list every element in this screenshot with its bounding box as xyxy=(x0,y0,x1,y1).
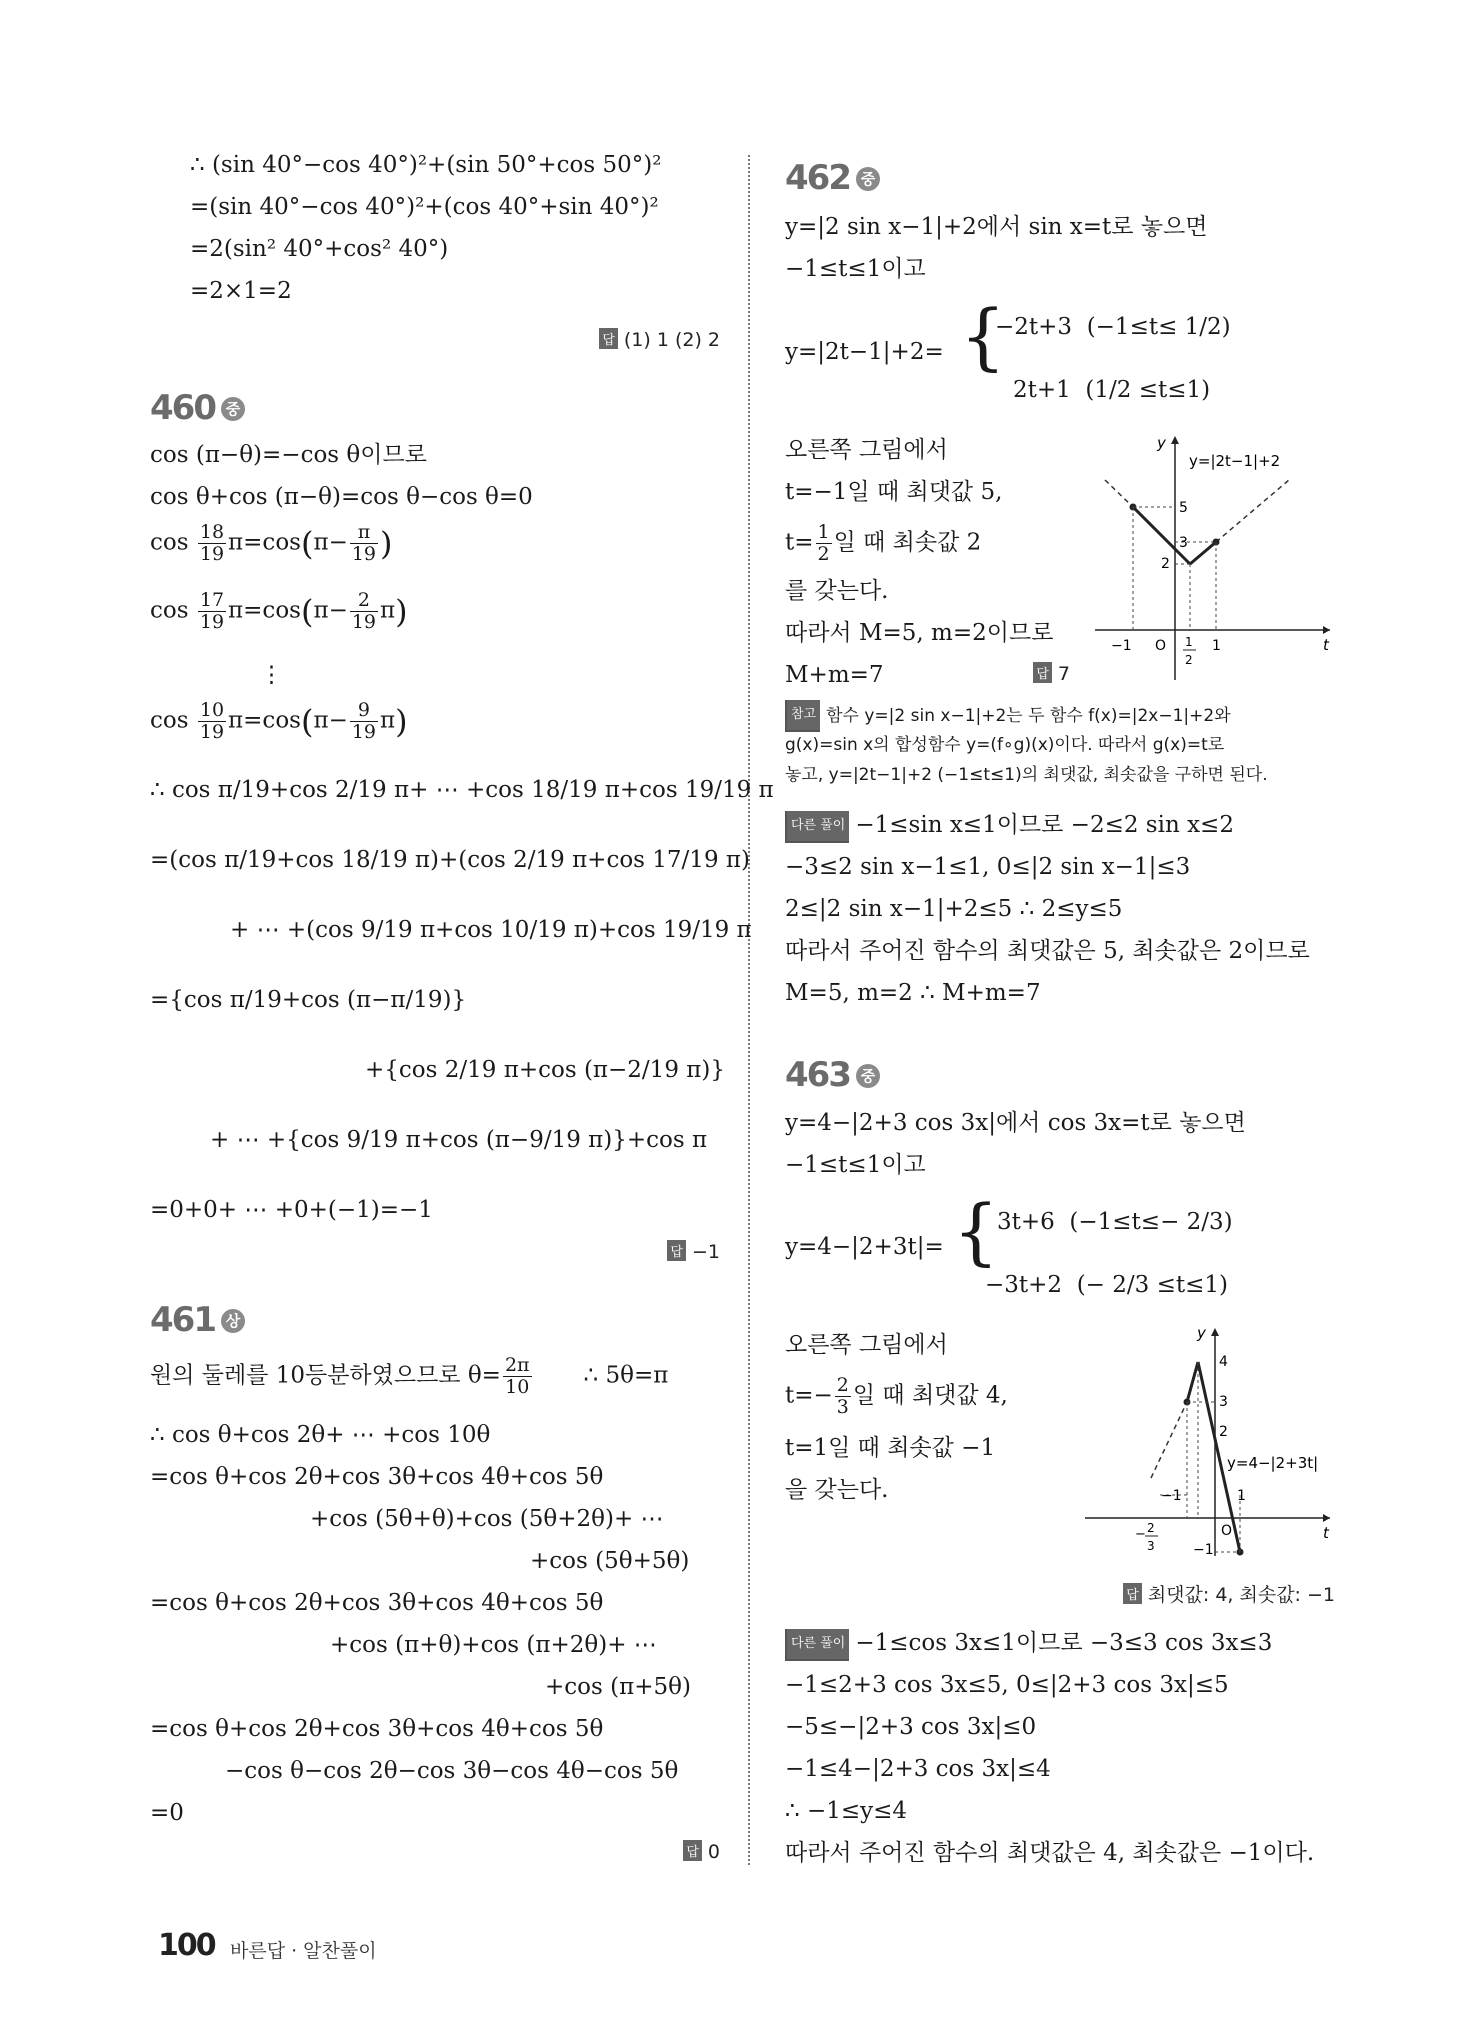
alt-line: M=5, m=2 ∴ M+m=7 xyxy=(785,980,1041,1006)
math-line: + ⋯ +{cos 9/19 π+cos (π−9/19 π)}+cos π xyxy=(210,1127,708,1153)
answer xyxy=(667,1240,720,1263)
math-line: +cos (π+θ)+cos (π+2θ)+ ⋯ xyxy=(330,1632,657,1658)
tick-label: 3 xyxy=(1147,1539,1155,1553)
text-line: 따라서 M=5, m=2이므로 xyxy=(785,620,1054,646)
dashed-ext-right xyxy=(1216,480,1289,542)
alt-tag: 다른 풀이 xyxy=(785,811,849,843)
alt-line: ∴ −1≤y≤4 xyxy=(785,1798,908,1824)
math-line: =cos θ+cos 2θ+cos 3θ+cos 4θ+cos 5θ xyxy=(150,1464,604,1490)
tick-label: −1 xyxy=(1161,1488,1182,1504)
alt-line: −1≤4−|2+3 cos 3x|≤4 xyxy=(785,1756,1051,1782)
math-line: =0 xyxy=(150,1800,184,1826)
tick-label: −1 xyxy=(1193,1542,1214,1558)
math-line: cos (π−θ)=−cos θ이므로 xyxy=(150,442,427,468)
origin-label: O xyxy=(1155,638,1167,654)
math-line: cos $\frac{10}{19}$ π=cos(π− $\frac{9}{19}$ π) xyxy=(150,699,408,743)
level-badge: 중 xyxy=(221,397,245,421)
note: 참고 함수 y=|2 sin x−1|+2는 두 함수 f(x)=|2x−1|+2와 xyxy=(785,700,1231,732)
footer-title: 바른답 · 알찬풀이 xyxy=(230,1940,377,1962)
alt-line: −1≤2+3 cos 3x≤5, 0≤|2+3 cos 3x|≤5 xyxy=(785,1672,1229,1698)
math-line: ={cos π/19+cos (π−π/19)} xyxy=(150,987,467,1013)
graph-463 xyxy=(1085,1320,1335,1560)
x-label: t xyxy=(1323,636,1329,654)
tick-label: 4 xyxy=(1219,1354,1228,1370)
problem-number-463 xyxy=(785,1055,880,1095)
y-axis-arrow xyxy=(1171,436,1179,444)
math-line: =cos θ+cos 2θ+cos 3θ+cos 4θ+cos 5θ xyxy=(150,1590,604,1616)
math-line: −1≤t≤1이고 xyxy=(785,256,926,282)
brace: { xyxy=(953,1189,999,1273)
alt-tag: 다른 풀이 xyxy=(785,1629,849,1661)
math-line: +{cos 2/19 π+cos (π−2/19 π)} xyxy=(365,1057,725,1083)
tick-label: 1 xyxy=(1212,638,1221,654)
page-number: 100 xyxy=(158,1928,215,1963)
tick-label: 2 xyxy=(1219,1424,1228,1440)
answer xyxy=(683,1840,720,1863)
tick-label: − xyxy=(1135,1527,1146,1542)
alt-line: 2≤|2 sin x−1|+2≤5 ∴ 2≤y≤5 xyxy=(785,896,1123,922)
answer-value: 최댓값: 4, 최솟값: −1 xyxy=(1147,1584,1335,1606)
problem-number: 461 xyxy=(150,1300,215,1340)
text-line: 를 갖는다. xyxy=(785,578,889,604)
answer-value: 0 xyxy=(707,1841,720,1863)
tick-label: 2 xyxy=(1185,653,1193,667)
text-line: t=− $\frac{2}{3}$ 일 때 최댓값 4, xyxy=(785,1374,1008,1418)
math-line: cos $\frac{18}{19}$ π=cos(π− $\frac{\pi}{19}$ ) xyxy=(150,521,393,565)
problem-number-460 xyxy=(150,388,245,428)
column-divider xyxy=(748,155,750,1865)
alt-line: −3≤2 sin x−1≤1, 0≤|2 sin x−1|≤3 xyxy=(785,854,1191,880)
tick-label: 3 xyxy=(1179,535,1188,551)
note-tag: 참고 xyxy=(785,700,820,732)
math-line: y=|2t−1|+2= xyxy=(785,339,944,365)
origin-label: O xyxy=(1221,1523,1233,1539)
x-label: t xyxy=(1323,1524,1329,1542)
answer-label: 답 xyxy=(683,1840,702,1861)
problem-number-461 xyxy=(150,1300,245,1340)
problem-number: 460 xyxy=(150,388,215,428)
math-line: =2×1=2 xyxy=(190,278,292,304)
dashed-ext-left xyxy=(1105,480,1133,507)
tick-label: 2 xyxy=(1147,1521,1155,1535)
problem-number: 463 xyxy=(785,1055,850,1095)
level-badge: 중 xyxy=(856,1064,880,1088)
note-line: g(x)=sin x의 합성함수 y=(f∘g)(x)이다. 따라서 g(x)=t로 xyxy=(785,735,1225,755)
answer xyxy=(599,328,720,351)
math-line: cos $\frac{17}{19}$ π=cos(π− $\frac{2}{19}$ π) xyxy=(150,589,408,633)
dashed-ext-left xyxy=(1151,1402,1187,1478)
alt-line: −5≤−|2+3 cos 3x|≤0 xyxy=(785,1714,1037,1740)
level-badge: 중 xyxy=(856,167,880,191)
graph-segment-right xyxy=(1190,542,1216,564)
math-line: cos θ+cos (π−θ)=cos θ−cos θ=0 xyxy=(150,484,533,510)
math-line: +cos (5θ+5θ) xyxy=(530,1548,690,1574)
tick-label: 3 xyxy=(1219,1394,1228,1410)
text-line: 을 갖는다. xyxy=(785,1477,889,1503)
math-line: y=4−|2+3 cos 3x|에서 cos 3x=t로 놓으면 xyxy=(785,1110,1246,1136)
math-line: ∴ cos π/19+cos 2/19 π+ ⋯ +cos 18/19 π+cos 19/19 π xyxy=(150,777,774,803)
graph-segment-left xyxy=(1187,1362,1198,1402)
text-line: 오른쪽 그림에서 xyxy=(785,437,948,463)
tick-label: 1 xyxy=(1237,1488,1246,1504)
y-label: y xyxy=(1157,434,1166,452)
tick-label: 2 xyxy=(1161,556,1170,572)
math-line: y=|2 sin x−1|+2에서 sin x=t로 놓으면 xyxy=(785,214,1208,240)
level-badge: 상 xyxy=(221,1309,245,1333)
math-line: +cos (5θ+θ)+cos (5θ+2θ)+ ⋯ xyxy=(310,1506,664,1532)
answer-label: 답 xyxy=(667,1240,686,1261)
tick-label: 5 xyxy=(1179,500,1188,516)
x-axis-arrow xyxy=(1323,1514,1330,1522)
math-line: =0+0+ ⋯ +0+(−1)=−1 xyxy=(150,1197,433,1223)
answer-value: −1 xyxy=(691,1241,720,1263)
math-line: =(cos π/19+cos 18/19 π)+(cos 2/19 π+cos 17/19 π) xyxy=(150,847,750,873)
math-line: 원의 둘레를 10등분하였으므로 θ= $\frac{2\pi}{10}$ ∴ 5θ=π xyxy=(150,1354,669,1398)
math-line: −cos θ−cos 2θ−cos 3θ−cos 4θ−cos 5θ xyxy=(225,1758,679,1784)
answer-label: 답 xyxy=(599,328,618,349)
math-line: −1≤t≤1이고 xyxy=(785,1152,926,1178)
math-line: ∴ (sin 40°−cos 40°)²+(sin 50°+cos 50°)² xyxy=(190,152,662,178)
problem-number: 462 xyxy=(785,158,850,198)
note-line: 놓고, y=|2t−1|+2 (−1≤t≤1)의 최댓값, 최솟값을 구하면 된다. xyxy=(785,765,1268,785)
piece-line: 3t+6 (−1≤t≤− 2/3) xyxy=(997,1209,1233,1235)
func-label: y=4−|2+3t| xyxy=(1227,1454,1319,1472)
alt-line: 따라서 주어진 함수의 최댓값은 5, 최솟값은 2이므로 xyxy=(785,938,1310,964)
answer xyxy=(1123,1580,1335,1607)
graph-462 xyxy=(1095,432,1335,682)
text-line: M+m=7 xyxy=(785,662,884,688)
alt-line: 따라서 주어진 함수의 최댓값은 4, 최솟값은 −1이다. xyxy=(785,1840,1315,1866)
answer-value: (1) 1 (2) 2 xyxy=(623,329,720,351)
answer-label: 답 xyxy=(1033,662,1052,683)
piece-line: −3t+2 (− 2/3 ≤t≤1) xyxy=(985,1272,1228,1298)
math-line: ∴ cos θ+cos 2θ+ ⋯ +cos 10θ xyxy=(150,1422,491,1448)
math-line: =cos θ+cos 2θ+cos 3θ+cos 4θ+cos 5θ xyxy=(150,1716,604,1742)
math-line: +cos (π+5θ) xyxy=(545,1674,691,1700)
vdots: ⋮ xyxy=(260,662,283,688)
tick-label: 1 xyxy=(1185,635,1193,649)
func-label: y=|2t−1|+2 xyxy=(1189,452,1281,470)
answer-value: 7 xyxy=(1057,663,1070,685)
y-label: y xyxy=(1197,1324,1206,1342)
text-line: t=1일 때 최솟값 −1 xyxy=(785,1435,996,1461)
answer-label: 답 xyxy=(1123,1583,1142,1604)
tick-label: −1 xyxy=(1111,638,1132,654)
alt-line: 다른 풀이 −1≤cos 3x≤1이므로 −3≤3 cos 3x≤3 xyxy=(785,1628,1272,1661)
math-line: y=4−|2+3t|= xyxy=(785,1234,944,1260)
y-axis-arrow xyxy=(1211,1328,1219,1336)
math-line: =(sin 40°−cos 40°)²+(cos 40°+sin 40°)² xyxy=(190,194,659,220)
math-line: =2(sin² 40°+cos² 40°) xyxy=(190,236,449,262)
text-line: t= $\frac{1}{2}$ 일 때 최솟값 2 xyxy=(785,521,982,565)
text-line: t=−1일 때 최댓값 5, xyxy=(785,479,1003,505)
text-line: 오른쪽 그림에서 xyxy=(785,1332,948,1358)
piece-line: 2t+1 (1/2 ≤t≤1) xyxy=(1013,377,1211,403)
math-line: + ⋯ +(cos 9/19 π+cos 10/19 π)+cos 19/19 π xyxy=(230,917,752,943)
brace: { xyxy=(960,294,1006,378)
alt-line: 다른 풀이 −1≤sin x≤1이므로 −2≤2 sin x≤2 xyxy=(785,810,1234,843)
x-axis-arrow xyxy=(1323,626,1330,634)
answer xyxy=(1033,662,1070,685)
piece-line: −2t+3 (−1≤t≤ 1/2) xyxy=(995,314,1231,340)
problem-number-462 xyxy=(785,158,880,198)
